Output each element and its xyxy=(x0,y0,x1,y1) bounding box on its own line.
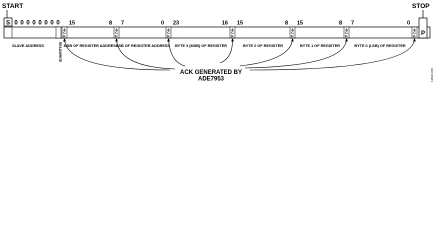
ack-letter: C xyxy=(167,31,170,36)
slave-address-bit: 0 xyxy=(32,20,36,27)
ack-arrowhead xyxy=(167,38,170,42)
slave-address-bit: 0 xyxy=(14,20,18,27)
field-msb-bit: 15 xyxy=(297,20,304,27)
ack-bit xyxy=(412,27,417,38)
ack-letter: A xyxy=(231,28,234,32)
ack-letter: K xyxy=(291,34,294,39)
ack-letter: C xyxy=(413,31,416,36)
field-msb-bit: 7 xyxy=(351,20,355,27)
slave-address-bit: 0 xyxy=(20,20,24,27)
ack-arrowhead xyxy=(413,38,416,42)
ack-letter: K xyxy=(345,34,348,39)
ack-letter: K xyxy=(115,34,118,39)
ack-letter: A xyxy=(291,28,294,32)
ack-letter: C xyxy=(63,31,66,36)
ack-arrow xyxy=(220,39,233,63)
figure-number: 11836-015 xyxy=(430,67,434,82)
ack-bit xyxy=(166,27,171,38)
ack-bit xyxy=(290,27,295,38)
ack-letter: A xyxy=(63,28,66,32)
ack-letter: K xyxy=(63,34,66,39)
i2c-write-timing-diagram xyxy=(0,0,435,84)
field-msb-bit: 15 xyxy=(237,20,244,27)
start-label: START xyxy=(2,3,24,10)
field-lsb-bit: 0 xyxy=(406,20,410,27)
ack-note-line1: ACK GENERATED BY xyxy=(180,70,242,76)
field-lsb-bit: 0 xyxy=(160,20,164,27)
slave-address-bit: 0 xyxy=(50,20,54,27)
read-write-bit: 0 xyxy=(56,20,60,27)
frame-outline xyxy=(4,27,430,38)
field-label: LSB OF REGISTER ADDRESS xyxy=(116,44,170,48)
ack-letter: C xyxy=(115,31,118,36)
ack-bit xyxy=(230,27,235,38)
field-lsb-bit: 8 xyxy=(338,20,342,27)
field-lsb-bit: 8 xyxy=(284,20,288,27)
ack-letter: C xyxy=(345,31,348,36)
field-msb-bit: 23 xyxy=(173,20,180,27)
read-write-box xyxy=(56,27,61,38)
ack-letter: K xyxy=(167,34,170,39)
field-label: BYTE 2 OF REGISTER xyxy=(242,44,284,48)
ack-bit xyxy=(114,27,119,38)
ack-letter: C xyxy=(291,31,294,36)
field-label: BYTE 0 (LSB) OF REGISTER xyxy=(354,44,406,48)
ack-letter: K xyxy=(231,34,234,39)
field-label: MSB OF REGISTER ADDRESS xyxy=(63,44,119,48)
field-lsb-bit: 8 xyxy=(108,20,112,27)
field-label: BYTE 1 OF REGISTER xyxy=(299,44,341,48)
ack-arrowhead xyxy=(291,38,294,42)
slave-address-bit: 0 xyxy=(44,20,48,27)
ack-note-line2: ADE7953 xyxy=(197,76,225,83)
field-msb-bit: 15 xyxy=(69,20,76,27)
ack-letter: A xyxy=(167,28,170,32)
stop-label: STOP xyxy=(412,3,430,10)
field-lsb-bit: 16 xyxy=(221,20,228,27)
ack-letter: A xyxy=(345,28,348,32)
field-label: BYTE 3 (MSB) OF REGISTER xyxy=(174,44,228,48)
start-bit: S xyxy=(5,20,11,27)
ack-arrowhead xyxy=(115,38,118,42)
ack-arrowheads xyxy=(63,38,416,42)
ack-arrowhead xyxy=(63,38,66,42)
read-write-label: READ/WRITE xyxy=(58,42,62,63)
ack-bit xyxy=(344,27,349,38)
ack-letter: C xyxy=(231,31,234,36)
stop-bit: P xyxy=(420,31,426,37)
slave-address-bit: 0 xyxy=(38,20,42,27)
ack-letter: K xyxy=(413,34,416,39)
ack-letter: A xyxy=(115,28,118,32)
start-bits xyxy=(4,18,60,27)
ack-arrowhead xyxy=(231,38,234,42)
slave-address-label: SLAVE ADDRESS xyxy=(12,44,44,48)
field-msb-bit: 7 xyxy=(121,20,125,27)
ack-bit xyxy=(62,27,67,38)
slave-address-bit: 0 xyxy=(26,20,30,27)
ack-arrowhead xyxy=(345,38,348,42)
ack-letter: A xyxy=(413,28,416,32)
